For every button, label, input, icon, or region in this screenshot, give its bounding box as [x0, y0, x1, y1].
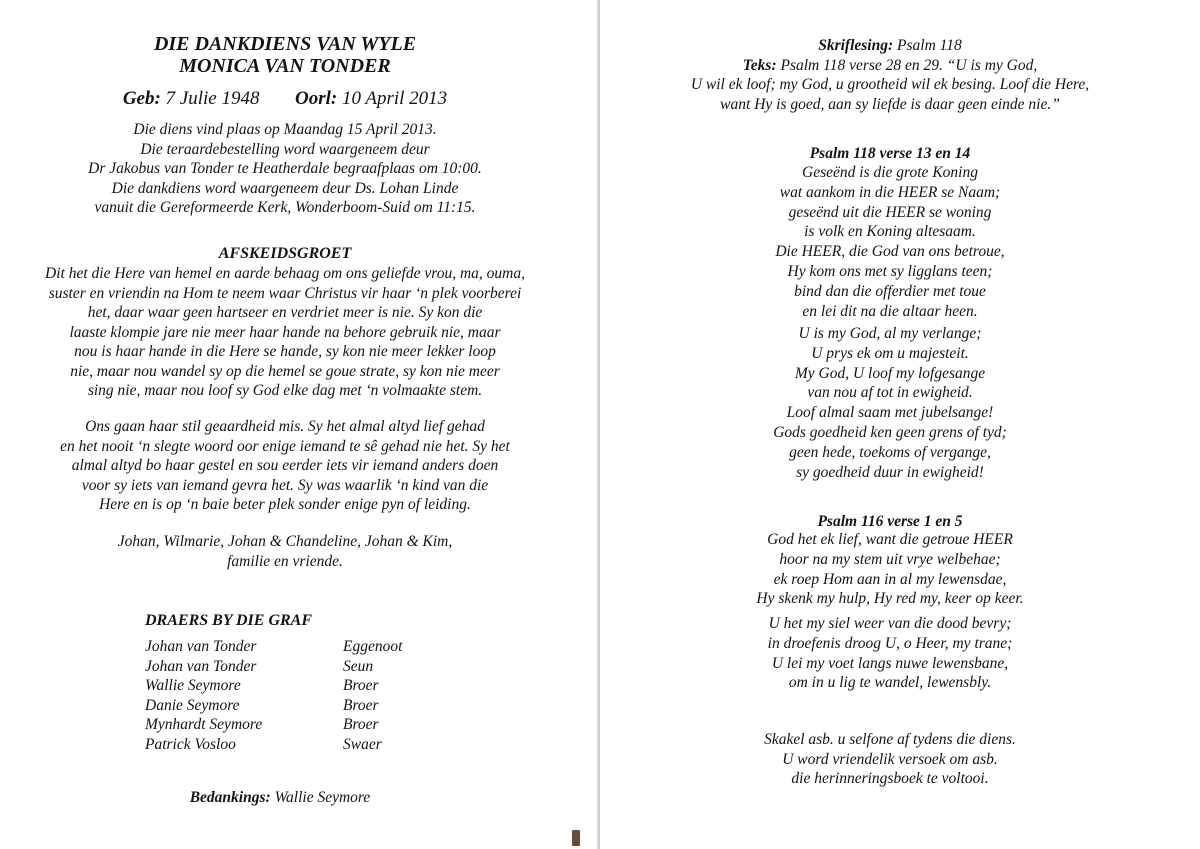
reading-line [600, 36, 1180, 56]
thanks-line [0, 788, 560, 808]
service-line: Die dankdiens word waargeneem deur Ds. Lohan Linde [111, 179, 459, 197]
pallbearer-name: Mynhardt Seymore [145, 716, 263, 733]
pallbearer-name: Patrick Vosloo [145, 735, 236, 753]
hymn-line: Loof almal saam met jubelsange! [786, 404, 994, 422]
born-value: 7 Julie 1948 [165, 88, 260, 109]
text-value: Psalm 118 verse 28 en 29. “U is my God, [780, 56, 1038, 74]
text-line: U wil ek loof; my God, u grootheid wil ek besing. Loof die Here, [690, 76, 1090, 93]
hymn-line: geseënd uit die HEER se woning [788, 203, 992, 221]
born-label: Geb: [122, 88, 161, 109]
thanks-value: Wallie Seymore [274, 789, 371, 806]
hymn-line: Hy skenk my hulp, Hy red my, keer op keer. [756, 590, 1024, 608]
pallbearer-relation: Broer [343, 677, 379, 694]
farewell-line: laaste klompie jare nie meer haar hande na behore gebruik nie, maar [69, 323, 501, 341]
hymn-line: om in u lig te wandel, lewensbly. [788, 674, 992, 692]
pallbearer-relation: Eggenoot [343, 638, 403, 655]
hymn-line: U is my God, al my verlange; [798, 325, 982, 342]
thanks-label: Bedankings: [189, 789, 271, 806]
hymn-line: God het ek lief, want die getroue HEER [767, 531, 1013, 548]
signature-line: Johan, Wilmarie, Johan & Chandeline, Johan & Kim, [117, 533, 453, 550]
family-signature [0, 532, 570, 571]
farewell-line: Ons gaan haar stil geaardheid mis. Sy het almal altyd lief gehad [85, 418, 485, 435]
farewell-line: suster en vriendin na Hom te neem waar Christus vir haar ‘n plek voorberei [48, 284, 522, 302]
memorial-title [0, 33, 570, 77]
hymn-line: in droefenis droog U, o Heer, my trane; [767, 634, 1013, 652]
farewell-line: Here en is op ‘n baie beter plek sonder enige pyn of leiding. [99, 496, 471, 513]
text-line [600, 56, 1180, 76]
hymn-line: U het my siel weer van die dood bevry; [768, 615, 1012, 632]
farewell-heading: AFSKEIDSGROET [218, 245, 352, 262]
notice-line: Skakel asb. u selfone af tydens die diens. [764, 731, 1016, 748]
pallbearer-row [145, 736, 402, 756]
pallbearers-heading: DRAERS BY DIE GRAF [145, 612, 313, 629]
psalm118-stanza-2 [600, 324, 1180, 482]
died-label: Oorl: [294, 88, 338, 109]
hymn-line: hoor na my stem uit vrye welbehae; [779, 550, 1001, 568]
farewell-line: en het nooit ‘n slegte woord oor enige iemand te sê gehad nie het. Sy het [60, 437, 510, 455]
pallbearer-name: Danie Seymore [145, 696, 240, 714]
farewell-line: almal altyd bo haar gestel en sou eerder iets vir iemand anders doen [71, 457, 499, 474]
reading-value: Psalm 118 [897, 37, 962, 54]
hymn-line: U lei my voet langs nuwe lewensbane, [771, 654, 1009, 672]
text-label: Teks: [742, 56, 777, 74]
service-line: Die teraardebestelling word waargeneem deur [140, 140, 430, 158]
pallbearer-row [145, 658, 402, 678]
psalm116-stanza-2 [600, 614, 1180, 693]
pallbearer-row [145, 638, 402, 658]
hymn-line: en lei dit na die altaar heen. [802, 302, 978, 320]
left-page [0, 0, 598, 849]
service-line: vanuit die Gereformeerde Kerk, Wonderboom-Suid om 11:15. [94, 199, 476, 216]
life-dates [0, 88, 570, 110]
service-line: Die diens vind plaas op Maandag 15 April 2013. [133, 121, 437, 138]
pallbearer-name: Johan van Tonder [145, 638, 257, 655]
hymn-line: wat aankom in die HEER se Naam; [779, 183, 1001, 201]
text-line: want Hy is goed, aan sy liefde is daar geen einde nie.” [720, 95, 1060, 113]
farewell-line: sing nie, maar nou loof sy God elke dag met ‘n volmaakte stem. [87, 382, 483, 399]
hymn-line: van nou af tot in ewigheid. [807, 384, 973, 402]
farewell-line: het, daar waar geen hartseer en verdriet meer is nie. Sy kon die [87, 304, 483, 321]
hymn-line: ek roep Hom aan in al my lewensdae, [773, 570, 1007, 588]
hymn-line: My God, U loof my lofgesange [794, 364, 986, 382]
title-line: DIE DANKDIENS VAN WYLE [153, 33, 417, 55]
hymn-line: geen hede, toekoms of vergange, [789, 443, 991, 461]
hymn-line: U prys ek om u majesteit. [811, 344, 969, 362]
hymn-line: sy goedheid duur in ewigheid! [796, 463, 984, 481]
pallbearer-name: Wallie Seymore [145, 677, 241, 694]
farewell-paragraph-2 [0, 417, 570, 515]
right-page [600, 0, 1200, 849]
phone-notice [600, 730, 1180, 789]
psalm118-stanza-1 [600, 163, 1180, 321]
farewell-line: nie, maar nou wandel sy op die hemel se goue strate, sy kon nie meer [70, 362, 500, 380]
psalm118-heading: Psalm 118 verse 13 en 14 [809, 145, 971, 162]
hymn-line: Gods goedheid ken geen grens of tyd; [773, 423, 1007, 441]
pallbearers-list [145, 638, 402, 755]
notice-line: die herinneringsboek te voltooi. [791, 770, 989, 787]
service-info [0, 120, 570, 218]
died-value: 10 April 2013 [341, 88, 448, 109]
hymn-line: Die HEER, die God van ons betroue, [775, 243, 1005, 261]
pallbearer-row [145, 697, 402, 717]
scripture-block [600, 36, 1180, 114]
pallbearer-name: Johan van Tonder [145, 657, 257, 675]
fold-mark [572, 830, 580, 846]
farewell-paragraph-1 [0, 264, 570, 401]
pallbearer-row [145, 716, 402, 736]
reading-label: Skriflesing: [818, 37, 894, 54]
pallbearer-relation: Broer [343, 696, 379, 714]
hymn-line: Hy kom ons met sy ligglans teen; [787, 262, 993, 280]
psalm116-heading: Psalm 116 verse 1 en 5 [817, 513, 963, 530]
title-name: MONICA VAN TONDER [179, 55, 391, 77]
pallbearer-relation: Seun [343, 657, 374, 675]
farewell-line: nou is haar hande in die Here se hande, sy kon nie meer lekker loop [74, 343, 496, 360]
pallbearer-relation: Broer [343, 716, 379, 733]
pallbearer-relation: Swaer [343, 735, 382, 753]
signature-line: familie en vriende. [227, 552, 343, 570]
hymn-line: bind dan die offerdier met toue [794, 282, 986, 300]
hymn-line: is volk en Koning altesaam. [804, 223, 976, 241]
service-line: Dr Jakobus van Tonder te Heatherdale begraafplaas om 10:00. [88, 160, 482, 177]
farewell-line: Dit het die Here van hemel en aarde behaag om ons geliefde vrou, ma, ouma, [45, 265, 525, 282]
psalm116-stanza-1 [600, 530, 1180, 609]
notice-line: U word vriendelik versoek om asb. [782, 750, 998, 768]
hymn-line: Geseënd is die grote Koning [802, 164, 978, 181]
pallbearer-row [145, 677, 402, 697]
farewell-line: voor sy iets van iemand gevra het. Sy was waarlik ‘n kind van die [81, 476, 489, 494]
